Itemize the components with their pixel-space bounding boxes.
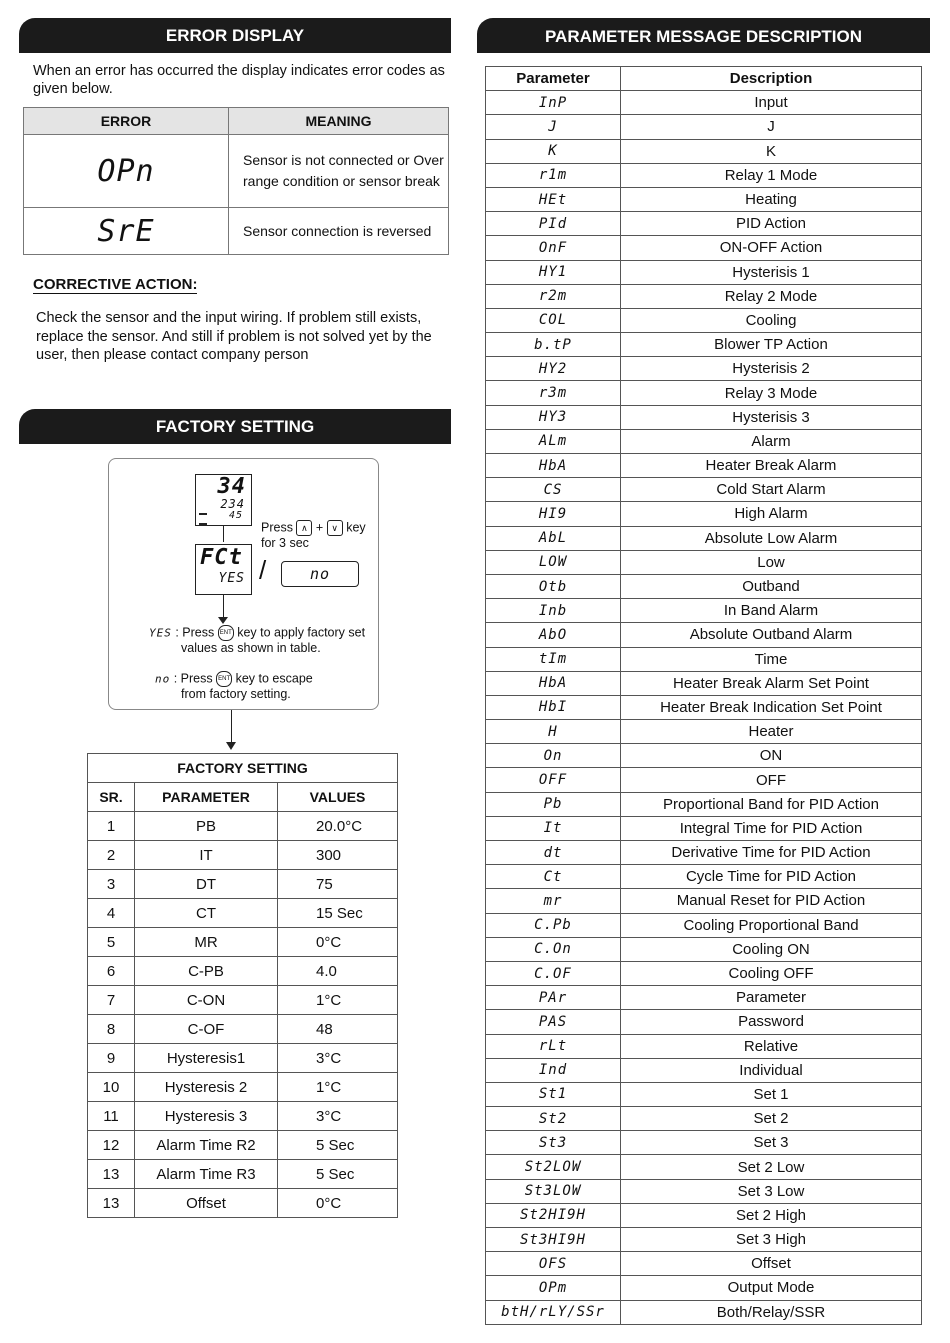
table-row (486, 1034, 922, 1058)
arrow-down-icon (231, 710, 232, 743)
table-row (486, 1300, 922, 1324)
table-row (486, 1203, 922, 1227)
controller-display (195, 474, 252, 526)
values-col-header: VALUES (278, 783, 398, 812)
parameter-code: HY1 (486, 260, 621, 284)
table-row (486, 502, 922, 526)
parameter-description: K (621, 139, 922, 163)
table-row (88, 1131, 398, 1160)
parameter-code: St2LOW (486, 1155, 621, 1179)
error-row (24, 208, 449, 255)
parameter-description: Cooling Proportional Band (621, 913, 922, 937)
parameter-code: J (486, 115, 621, 139)
display-fct: FCt (200, 545, 243, 570)
parameter-code: dt (486, 841, 621, 865)
parameter-description: Both/Relay/SSR (621, 1300, 922, 1324)
table-row (486, 744, 922, 768)
parameter-code: AbL (486, 526, 621, 550)
parameter-description: Absolute Outband Alarm (621, 623, 922, 647)
down-key-icon: ∨ (327, 520, 343, 536)
table-row (88, 841, 398, 870)
factory-param-cell: Hysteresis1 (135, 1044, 278, 1073)
table-row (486, 357, 922, 381)
factory-sr-cell: 4 (88, 899, 135, 928)
parameter-code: St3LOW (486, 1179, 621, 1203)
parameter-code: On (486, 744, 621, 768)
parameter-code: b.tP (486, 333, 621, 357)
parameter-description: Parameter (621, 986, 922, 1010)
table-row (486, 865, 922, 889)
parameter-code: rLt (486, 1034, 621, 1058)
factory-param-cell: C-ON (135, 986, 278, 1015)
parameter-description: Proportional Band for PID Action (621, 792, 922, 816)
table-row (88, 1015, 398, 1044)
factory-value-cell: 15 Sec (278, 899, 398, 928)
table-row (486, 381, 922, 405)
factory-sr-cell: 13 (88, 1189, 135, 1218)
parameter-description: OFF (621, 768, 922, 792)
no-press: : Press (173, 671, 213, 686)
parameter-description: Hysterisis 2 (621, 357, 922, 381)
table-row (486, 1107, 922, 1131)
error-code: SrE (24, 208, 229, 255)
parameter-code: PAr (486, 986, 621, 1010)
table-row (486, 478, 922, 502)
factory-sr-cell: 9 (88, 1044, 135, 1073)
error-meaning: Sensor connection is reversed (229, 208, 449, 255)
parameter-code: K (486, 139, 621, 163)
parameter-code: r3m (486, 381, 621, 405)
table-row (88, 812, 398, 841)
parameter-code: r2m (486, 284, 621, 308)
parameter-description: Blower TP Action (621, 333, 922, 357)
table-row (486, 139, 922, 163)
table-row (486, 647, 922, 671)
factory-value-cell: 3°C (278, 1044, 398, 1073)
table-row (486, 671, 922, 695)
factory-sr-cell: 13 (88, 1160, 135, 1189)
factory-param-cell: Alarm Time R2 (135, 1131, 278, 1160)
factory-setting-table (87, 753, 398, 1218)
parameter-description: ON (621, 744, 922, 768)
parameter-code: St3 (486, 1131, 621, 1155)
no-from: from factory setting. (181, 687, 291, 701)
table-row (88, 899, 398, 928)
display-low-value: 45 (228, 510, 243, 521)
parameter-code: St1 (486, 1082, 621, 1106)
parameter-code: PAS (486, 1010, 621, 1034)
parameter-code: HbA (486, 671, 621, 695)
yes-label: YES (149, 626, 172, 640)
table-row (486, 937, 922, 961)
table-row (486, 212, 922, 236)
factory-param-cell: MR (135, 928, 278, 957)
table-row (486, 623, 922, 647)
parameter-code: Pb (486, 792, 621, 816)
table-row (486, 115, 922, 139)
factory-sr-cell: 11 (88, 1102, 135, 1131)
press-keys-text (261, 520, 379, 551)
factory-value-cell: 1°C (278, 986, 398, 1015)
parameter-code: HY3 (486, 405, 621, 429)
enter-key-icon (216, 671, 232, 687)
yes-press: : Press (175, 625, 215, 640)
arrow-head (226, 742, 236, 750)
parameter-description: Cycle Time for PID Action (621, 865, 922, 889)
factory-sr-cell: 3 (88, 870, 135, 899)
parameter-code: AbO (486, 623, 621, 647)
parameter-description: Offset (621, 1252, 922, 1276)
arrow-head (218, 617, 228, 624)
parameter-description: Set 3 Low (621, 1179, 922, 1203)
display-no: no (309, 565, 331, 583)
parameter-code: InP (486, 91, 621, 115)
parameter-description: Low (621, 550, 922, 574)
parameter-description: Password (621, 1010, 922, 1034)
parameter-code: HY2 (486, 357, 621, 381)
parameter-code: St2HI9H (486, 1203, 621, 1227)
parameter-code: St3HI9H (486, 1228, 621, 1252)
table-row (486, 236, 922, 260)
factory-table-title: FACTORY SETTING (88, 754, 398, 783)
factory-sr-cell: 7 (88, 986, 135, 1015)
description-col-header: Description (621, 67, 922, 91)
factory-value-cell: 0°C (278, 1189, 398, 1218)
up-key-icon: ∧ (296, 520, 312, 536)
parameter-description: Cooling ON (621, 937, 922, 961)
error-display-title: ERROR DISPLAY (165, 26, 305, 45)
table-row (486, 526, 922, 550)
parameter-code: OPm (486, 1276, 621, 1300)
table-row (486, 454, 922, 478)
factory-value-cell: 5 Sec (278, 1131, 398, 1160)
parameter-code: Inb (486, 599, 621, 623)
param-col-header: PARAMETER (135, 783, 278, 812)
factory-value-cell: 48 (278, 1015, 398, 1044)
parameter-description: Set 2 (621, 1107, 922, 1131)
yes-explanation (149, 625, 379, 656)
display-top-value: 34 (217, 474, 246, 499)
table-row (88, 1160, 398, 1189)
error-display-banner (19, 18, 451, 53)
parameter-code: Ct (486, 865, 621, 889)
parameter-description: Heating (621, 187, 922, 211)
factory-sr-cell: 5 (88, 928, 135, 957)
display-yes: YES (218, 571, 245, 586)
enter-key-label: ENT (218, 676, 231, 682)
meaning-col-header: MEANING (229, 108, 449, 135)
parameter-code: ALm (486, 429, 621, 453)
corrective-action-title: CORRECTIVE ACTION: (33, 276, 198, 293)
factory-value-cell: 1°C (278, 1073, 398, 1102)
table-row (486, 816, 922, 840)
table-row (486, 1082, 922, 1106)
table-row (486, 1131, 922, 1155)
parameter-code: C.On (486, 937, 621, 961)
parameter-description: ON-OFF Action (621, 236, 922, 260)
error-col-header: ERROR (24, 108, 229, 135)
table-row (486, 91, 922, 115)
factory-param-cell: Hysteresis 2 (135, 1073, 278, 1102)
error-meaning: Sensor is not connected or Over range condition or sensor break (229, 135, 449, 208)
table-row (486, 308, 922, 332)
table-row (486, 429, 922, 453)
no-label: no (155, 672, 171, 686)
parameter-description: In Band Alarm (621, 599, 922, 623)
parameter-description: Output Mode (621, 1276, 922, 1300)
table-row (486, 961, 922, 985)
slash-separator: / (259, 555, 267, 585)
table-row (486, 574, 922, 598)
parameter-description: Set 2 High (621, 1203, 922, 1227)
parameter-description: Integral Time for PID Action (621, 816, 922, 840)
table-row (88, 957, 398, 986)
parameter-description: Heater Break Alarm (621, 454, 922, 478)
factory-param-cell: C-OF (135, 1015, 278, 1044)
parameter-description: Heater Break Alarm Set Point (621, 671, 922, 695)
parameter-col-header: Parameter (486, 67, 621, 91)
parameter-code: Otb (486, 574, 621, 598)
parameter-description: Alarm (621, 429, 922, 453)
table-row (486, 889, 922, 913)
parameter-description: Manual Reset for PID Action (621, 889, 922, 913)
factory-param-cell: DT (135, 870, 278, 899)
factory-sr-cell: 12 (88, 1131, 135, 1160)
factory-value-cell: 75 (278, 870, 398, 899)
yes-apply: key to apply factory set (237, 625, 366, 640)
table-row (486, 550, 922, 574)
parameter-description: Relay 1 Mode (621, 163, 922, 187)
table-row (88, 1189, 398, 1218)
parameter-description: Set 2 Low (621, 1155, 922, 1179)
no-display (281, 561, 359, 587)
factory-value-cell: 4.0 (278, 957, 398, 986)
enter-key-icon (218, 625, 234, 641)
yes-values: values as shown in table. (181, 641, 321, 655)
parameter-message-banner (477, 18, 930, 53)
parameter-code: HI9 (486, 502, 621, 526)
parameter-description: High Alarm (621, 502, 922, 526)
parameter-code: C.OF (486, 961, 621, 985)
parameter-description: Set 3 (621, 1131, 922, 1155)
no-explanation (155, 671, 379, 702)
sr-col-header: SR. (88, 783, 135, 812)
table-row (486, 768, 922, 792)
parameter-code: C.Pb (486, 913, 621, 937)
parameter-code: It (486, 816, 621, 840)
table-row (486, 260, 922, 284)
parameter-code: btH/rLY/SSr (486, 1300, 621, 1324)
parameter-message-title: PARAMETER MESSAGE DESCRIPTION (544, 27, 863, 46)
enter-key-label: ENT (219, 630, 232, 636)
factory-param-cell: Hysteresis 3 (135, 1102, 278, 1131)
parameter-code: HbA (486, 454, 621, 478)
factory-setting-banner (19, 409, 451, 444)
factory-value-cell: 3°C (278, 1102, 398, 1131)
parameter-description: Time (621, 647, 922, 671)
factory-value-cell: 0°C (278, 928, 398, 957)
parameter-description: Individual (621, 1058, 922, 1082)
parameter-code: OFS (486, 1252, 621, 1276)
table-row (88, 1073, 398, 1102)
table-row (88, 986, 398, 1015)
factory-setting-title: FACTORY SETTING (155, 417, 315, 436)
parameter-description: Relative (621, 1034, 922, 1058)
parameter-description: Cooling OFF (621, 961, 922, 985)
table-row (486, 284, 922, 308)
parameter-code: PId (486, 212, 621, 236)
table-row (486, 792, 922, 816)
parameter-description: Cooling (621, 308, 922, 332)
table-row (486, 720, 922, 744)
corrective-action-text: Check the sensor and the input wiring. If problem still exists, replace the sensor. And still if problem is not solved yet by the user, then please contact company person (36, 310, 432, 363)
press-word: Press (261, 520, 293, 535)
table-row (486, 1228, 922, 1252)
parameter-description: Heater (621, 720, 922, 744)
table-row (486, 986, 922, 1010)
table-row (486, 187, 922, 211)
parameter-code: COL (486, 308, 621, 332)
parameter-description: J (621, 115, 922, 139)
error-table (23, 107, 449, 255)
table-row (88, 1044, 398, 1073)
factory-sr-cell: 1 (88, 812, 135, 841)
indicator-icon (199, 513, 207, 525)
error-code: OPn (24, 135, 229, 208)
parameter-code: HbI (486, 695, 621, 719)
parameter-table (485, 66, 922, 1325)
error-intro-text: When an error has occurred the display indicates error codes as given below. (33, 63, 445, 97)
table-row (88, 870, 398, 899)
fct-display (195, 544, 252, 595)
factory-reset-diagram (108, 458, 379, 710)
table-row (486, 405, 922, 429)
error-row (24, 135, 449, 208)
factory-sr-cell: 6 (88, 957, 135, 986)
parameter-description: Derivative Time for PID Action (621, 841, 922, 865)
table-row (486, 1252, 922, 1276)
table-row (486, 913, 922, 937)
table-row (486, 1276, 922, 1300)
table-row (486, 1058, 922, 1082)
factory-sr-cell: 2 (88, 841, 135, 870)
parameter-description: Set 3 High (621, 1228, 922, 1252)
factory-sr-cell: 8 (88, 1015, 135, 1044)
table-row (88, 928, 398, 957)
parameter-code: OFF (486, 768, 621, 792)
parameter-description: Heater Break Indication Set Point (621, 695, 922, 719)
parameter-description: Outband (621, 574, 922, 598)
table-row (486, 1179, 922, 1203)
parameter-code: Ind (486, 1058, 621, 1082)
factory-value-cell: 5 Sec (278, 1160, 398, 1189)
factory-sr-cell: 10 (88, 1073, 135, 1102)
parameter-description: Cold Start Alarm (621, 478, 922, 502)
parameter-description: Input (621, 91, 922, 115)
parameter-description: Absolute Low Alarm (621, 526, 922, 550)
table-row (486, 599, 922, 623)
factory-param-cell: PB (135, 812, 278, 841)
parameter-code: LOW (486, 550, 621, 574)
factory-param-cell: CT (135, 899, 278, 928)
parameter-code: r1m (486, 163, 621, 187)
parameter-code: tIm (486, 647, 621, 671)
factory-param-cell: Alarm Time R3 (135, 1160, 278, 1189)
table-row (486, 1155, 922, 1179)
display-mid-value: 234 (220, 497, 245, 511)
factory-value-cell: 20.0°C (278, 812, 398, 841)
factory-param-cell: Offset (135, 1189, 278, 1218)
parameter-description: Set 1 (621, 1082, 922, 1106)
factory-param-cell: IT (135, 841, 278, 870)
parameter-description: PID Action (621, 212, 922, 236)
no-escape: key to escape (235, 671, 313, 686)
parameter-code: HEt (486, 187, 621, 211)
factory-value-cell: 300 (278, 841, 398, 870)
parameter-description: Relay 2 Mode (621, 284, 922, 308)
parameter-code: St2 (486, 1107, 621, 1131)
factory-param-cell: C-PB (135, 957, 278, 986)
arrow-down-icon (223, 526, 224, 542)
plus-sign: + (315, 520, 324, 535)
parameter-description: Hysterisis 3 (621, 405, 922, 429)
table-row (486, 163, 922, 187)
table-row (486, 841, 922, 865)
key-for-3-sec: key for 3 sec (261, 520, 366, 550)
parameter-description: Relay 3 Mode (621, 381, 922, 405)
table-row (486, 695, 922, 719)
parameter-code: OnF (486, 236, 621, 260)
table-row (88, 1102, 398, 1131)
parameter-description: Hysterisis 1 (621, 260, 922, 284)
table-row (486, 333, 922, 357)
parameter-code: mr (486, 889, 621, 913)
table-row (486, 1010, 922, 1034)
parameter-code: CS (486, 478, 621, 502)
parameter-code: H (486, 720, 621, 744)
